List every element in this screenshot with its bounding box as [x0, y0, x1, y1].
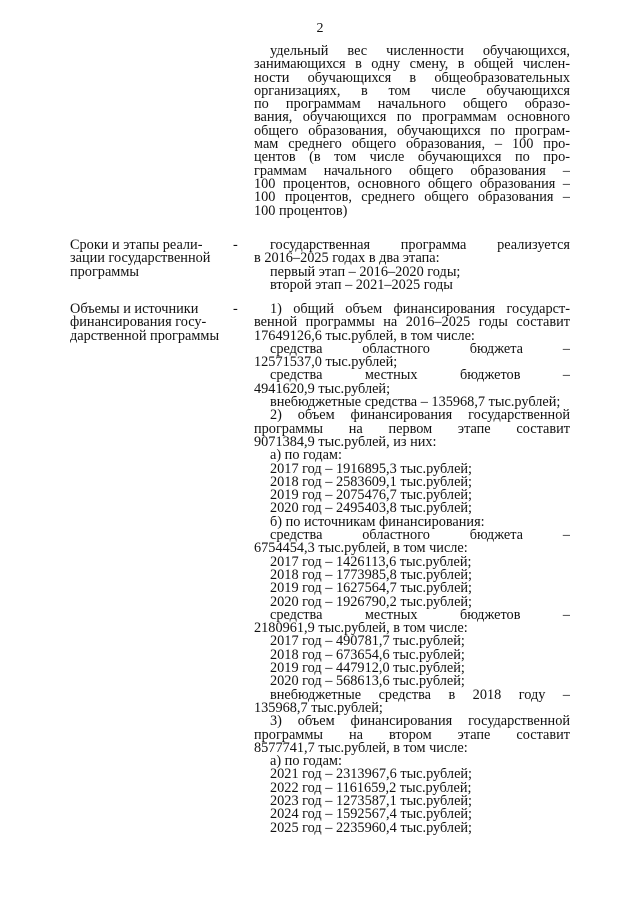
- row-dash: -: [233, 237, 238, 253]
- value-line: 2018 год – 673654,6 тыс.рублей;: [270, 648, 465, 663]
- row-dash: -: [233, 301, 238, 317]
- value-line: первый этап – 2016–2020 годы;: [270, 265, 461, 279]
- row-value: [254, 239, 570, 292]
- row-label: [70, 303, 230, 343]
- value-line: ности обучающихся в общеобразовательных: [254, 71, 570, 85]
- value-line: 2) объем финансирования государственной: [270, 409, 570, 423]
- value-line: внебюджетные средства в 2018 году –: [270, 688, 570, 702]
- value-line: занимающихся в одну смену, в общей числен-: [254, 58, 570, 72]
- page-number: 2: [316, 21, 324, 36]
- value-line: 100 процентов, основного общего образования –: [254, 177, 570, 192]
- value-line: средства областного бюджета –: [270, 529, 570, 543]
- value-line: 4941620,9 тыс.рублей;: [254, 382, 391, 397]
- value-line: 2019 год – 447912,0 тыс.рублей;: [270, 662, 465, 676]
- value-line: второй этап – 2021–2025 годы: [270, 278, 453, 293]
- row-label-line: дарственной программы: [70, 327, 220, 344]
- value-line: программы на втором этапе составит: [254, 728, 570, 742]
- row-value: [254, 45, 570, 218]
- row-value: [254, 303, 570, 835]
- value-line: общего образования, обучающихся по програм-: [254, 124, 570, 139]
- value-line: 2017 год – 490781,7 тыс.рублей;: [270, 635, 465, 649]
- value-line: а) по годам:: [270, 449, 342, 463]
- value-line: внебюджетные средства – 135968,7 тыс.рублей;: [270, 396, 561, 410]
- value-line: б) по источникам финансирования:: [270, 515, 485, 530]
- value-line: мам среднего общего образования, – 100 про-: [254, 138, 570, 152]
- value-line: 100 процентов, среднего общего образования –: [254, 191, 570, 205]
- value-line: 2019 год – 1627564,7 тыс.рублей;: [270, 582, 473, 596]
- row-label: [70, 239, 230, 279]
- value-line: центов (в том числе обучающихся по про-: [254, 151, 570, 165]
- value-line: 2022 год – 1161659,2 тыс.рублей;: [270, 781, 472, 795]
- value-line: граммам начального общего образования –: [254, 164, 570, 178]
- row-label-line: Объемы и источники: [70, 301, 199, 317]
- value-line: 2019 год – 2075476,7 тыс.рублей;: [270, 489, 473, 503]
- value-line: венной программы на 2016–2025 годы составит: [254, 316, 570, 330]
- value-line: 135968,7 тыс.рублей;: [254, 701, 383, 716]
- value-line: 3) объем финансирования государственной: [270, 715, 570, 729]
- value-line: а) по годам:: [270, 755, 342, 769]
- value-line: 2017 год – 1916895,3 тыс.рублей;: [270, 462, 473, 476]
- value-line: 2018 год – 2583609,1 тыс.рублей;: [270, 475, 473, 490]
- value-line: средства областного бюджета –: [270, 342, 570, 357]
- value-line: 2017 год – 1426113,6 тыс.рублей;: [270, 555, 472, 569]
- value-line: 2020 год – 568613,6 тыс.рублей;: [270, 675, 465, 689]
- value-line: по программам начального общего образо-: [254, 98, 570, 112]
- value-line: 8577741,7 тыс.рублей, в том числе:: [254, 741, 468, 756]
- value-line: 9071384,9 тыс.рублей, из них:: [254, 435, 437, 450]
- value-line: программы на первом этапе составит: [254, 422, 570, 436]
- value-line: средства местных бюджетов –: [270, 369, 570, 383]
- value-line: 2020 год – 1926790,2 тыс.рублей;: [270, 595, 473, 609]
- row-label-line: зации государственной: [70, 250, 211, 267]
- row-label-line: Сроки и этапы реали-: [70, 237, 203, 253]
- value-line: организациях, в том числе обучающихся: [254, 84, 570, 99]
- value-line: государственная программа реализуется: [270, 239, 570, 253]
- value-line: 2180961,9 тыс.рублей, в том числе:: [254, 622, 468, 636]
- value-line: вания, обучающихся по программам основного: [254, 111, 570, 125]
- row-label-line: программы: [70, 263, 140, 280]
- value-line: 2020 год – 2495403,8 тыс.рублей;: [270, 502, 473, 516]
- value-line: 6754454,3 тыс.рублей, в том числе:: [254, 542, 468, 556]
- value-line: удельный вес численности обучающихся,: [270, 45, 570, 59]
- value-line: 2023 год – 1273587,1 тыс.рублей;: [270, 794, 473, 809]
- value-line: в 2016–2025 годах в два этапа:: [254, 252, 440, 266]
- row-label-line: финансирования госу-: [70, 314, 207, 331]
- value-line: 1) общий объем финансирования государст-: [270, 303, 570, 317]
- value-line: средства местных бюджетов –: [270, 608, 570, 623]
- value-line: 2018 год – 1773985,8 тыс.рублей;: [270, 568, 473, 583]
- value-line: 2025 год – 2235960,4 тыс.рублей;: [270, 821, 473, 835]
- value-line: 17649126,6 тыс.рублей, в том числе:: [254, 329, 475, 343]
- value-line: 2021 год – 2313967,6 тыс.рублей;: [270, 768, 473, 782]
- value-line: 12571537,0 тыс.рублей;: [254, 356, 398, 370]
- value-line: 100 процентов): [254, 204, 348, 218]
- value-line: 2024 год – 1592567,4 тыс.рублей;: [270, 808, 473, 822]
